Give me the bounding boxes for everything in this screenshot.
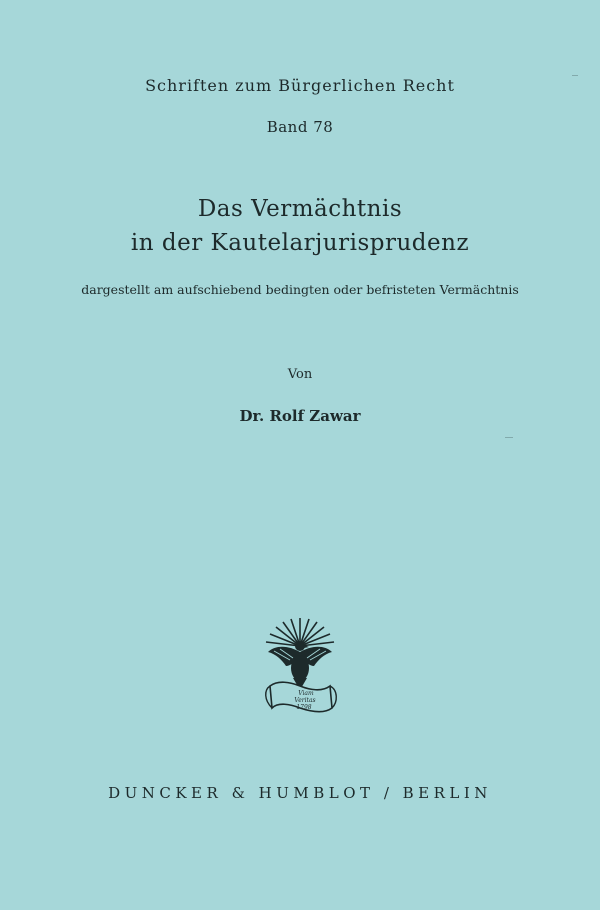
main-title-line-1: Das Vermächtnis	[197, 196, 403, 222]
svg-text:Veritas: Veritas	[294, 697, 316, 704]
main-title-line-2: in der Kautelarjurisprudenz	[130, 230, 470, 256]
publisher-imprint: DUNCKER & HUMBLOT / BERLIN	[108, 784, 492, 802]
series-title: Schriften zum Bürgerlichen Recht	[145, 76, 455, 95]
eagle-emblem-icon	[260, 616, 340, 722]
svg-text:Viam: Viam	[298, 690, 314, 697]
author-name: Dr. Rolf Zawar	[239, 407, 361, 425]
paper-speck	[505, 437, 513, 438]
volume-number: Band 78	[266, 118, 334, 136]
subtitle: dargestellt am aufschiebend bedingten oder befristeten Vermächtnis	[81, 282, 519, 297]
paper-speck	[572, 75, 578, 76]
by-label: Von	[287, 367, 313, 382]
svg-text:1798: 1798	[296, 704, 312, 711]
